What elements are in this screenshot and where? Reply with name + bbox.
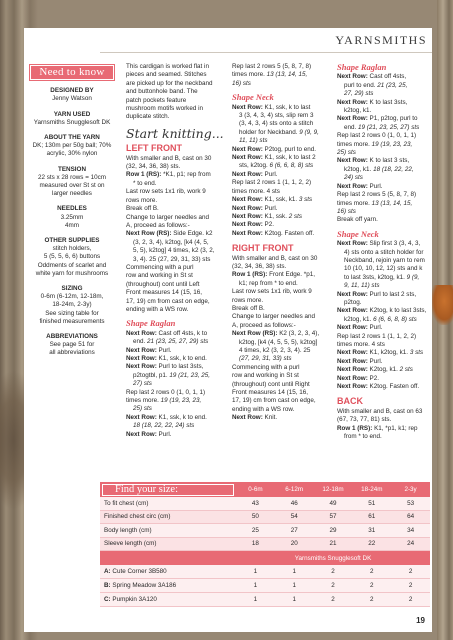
table-cell: 34 xyxy=(407,526,415,534)
c3-neck-rep-1: Rep last 2 rows 1 (1, 1, 2, 2) xyxy=(337,332,417,340)
rf-next-row-c3: (27, 29, 31, 33) sts xyxy=(239,355,292,363)
size-column-header: 6-12m xyxy=(285,486,304,493)
table-cell: 31 xyxy=(368,526,376,534)
c3-row-6: Next Row: Purl. xyxy=(337,182,383,190)
colour-row xyxy=(100,579,430,593)
c3-neck-9: Next Row: P2. xyxy=(337,374,379,382)
text-line: A, proceed as follows:- xyxy=(232,321,296,329)
table-row xyxy=(100,511,430,525)
size-columns xyxy=(236,486,430,493)
text-line: ending with a WS row. xyxy=(126,305,189,313)
shape-neck-heading-2: Shape Neck xyxy=(337,228,379,239)
text-line: Break off B. xyxy=(126,205,159,213)
rep-line-1: Rep last 2 rows 5 (5, 8, 7, 8) xyxy=(232,63,312,70)
colour-row xyxy=(100,565,430,579)
neck-row-1-c1: 3 (3, 4, 3, 4) sts, slip rem 3 xyxy=(239,112,314,120)
need-to-know-title: Need to know xyxy=(30,65,114,80)
back-text-1: With smaller and B, cast on 63 xyxy=(337,407,423,415)
sidebar-text: stitch holders, xyxy=(52,245,92,253)
size-column-header: 18-24m xyxy=(361,486,383,493)
text-line: (32, 34, 36, 38) sts. xyxy=(126,163,181,171)
table-cell: 54 xyxy=(290,513,298,521)
rf-next-row-c1: k2tog, [k4 (4, 5, 5, 5), k2tog] xyxy=(239,338,318,346)
table-cell: 21 xyxy=(329,540,337,548)
text-line: With smaller and B, cast on 30 xyxy=(232,254,318,262)
sidebar-sections xyxy=(30,87,114,357)
colour-row xyxy=(100,593,430,607)
table-row xyxy=(100,524,430,538)
c3-rep-3: 25) sts xyxy=(337,149,356,157)
row1-instruction: Row 1 (RS): *K1, p1; rep from xyxy=(126,171,211,179)
autumn-leaf xyxy=(431,285,453,325)
brand-rule xyxy=(100,52,432,53)
sidebar-text: white yarn for mushrooms xyxy=(35,269,109,277)
sidebar-text: 0-6m (6-12m, 12-18m, xyxy=(40,293,104,301)
text-line: Last row sets 1x1 rib, work 9 xyxy=(232,288,312,296)
table-row xyxy=(100,497,430,511)
table-cell: 1 xyxy=(292,568,296,575)
back-heading: BACK xyxy=(337,396,363,407)
c3-neck-1-c1: 4) sts onto a stitch holder for xyxy=(344,248,424,256)
neck-row-3-cont: sts, k2tog. 6 (6, 6, 8, 8) sts xyxy=(239,162,314,170)
table-cell: 1 xyxy=(292,582,296,589)
right-front-text xyxy=(232,255,330,272)
start-knitting-heading: Start knitting... xyxy=(126,125,224,141)
sidebar-heading: DESIGNED BY xyxy=(50,87,94,95)
c3-neck-3: Next Row: K2tog, k to last 3sts, xyxy=(337,307,427,315)
colour-label xyxy=(100,568,236,575)
neck-row-8: Next Row: K1, ssk. 2 sts xyxy=(232,212,303,220)
table-cell: 51 xyxy=(368,499,376,507)
c3-row-3-cont: end. 19 (21, 23, 25, 27) sts xyxy=(344,123,420,131)
rf-next-row-rs: Next Row (RS): K2 (3, 2, 3, 4), xyxy=(232,330,320,338)
size-table-header xyxy=(100,482,430,497)
colour-letter: B: xyxy=(104,582,111,589)
c3-neck-10: Next Row: K2tog. Fasten off. xyxy=(337,383,420,391)
c3-neck-1-c3: 10 (10, 10, 12, 12) sts and k xyxy=(344,265,423,273)
sidebar-heading: NEEDLES xyxy=(57,205,87,213)
neck-row-3: Next Row: K1, ssk, k to last 2 xyxy=(232,154,316,162)
text-line: duplicate stitch. xyxy=(126,113,170,121)
table-cell: 27 xyxy=(290,526,298,534)
neck-row-1-c3: holder for Neckband. 9 (9, 9, xyxy=(239,128,319,136)
sidebar-heading: ABOUT THE YARN xyxy=(44,134,100,142)
column-1 xyxy=(126,63,224,439)
c3-neck-2: Next Row: Purl to last 2 sts, xyxy=(337,290,417,298)
colour-name: Spring Meadow 3A186 xyxy=(112,582,177,589)
table-row-label: To fit chest (cm) xyxy=(104,499,149,507)
size-column-header: 2-3y xyxy=(404,486,417,493)
text-line: Commencing with a purl xyxy=(232,363,300,371)
right-front-text-2 xyxy=(232,288,330,330)
raglan-row-6-cont: 18 (18, 22, 22, 24) sts xyxy=(133,422,195,430)
sidebar-text: DK; 130m per 50g ball; 70% xyxy=(32,142,112,150)
sidebar-text: Yarnsmiths Snugglesoft DK xyxy=(33,118,111,126)
left-front-text-3 xyxy=(126,264,224,314)
text-line: (throughout) cont until Right xyxy=(232,380,310,388)
sidebar-text: 5 (5, 5, 6, 6) buttons xyxy=(43,253,101,261)
neck-rep-1: Rep last 2 rows 1 (1, 1, 2, 2) xyxy=(232,179,312,187)
table-cell: 2 xyxy=(408,568,413,575)
c3-row-2: Next Row: K to last 3sts, xyxy=(337,98,408,106)
neck-row-4: Next Row: Purl. xyxy=(232,170,278,178)
text-line: 17, 19) cm from cast on edge, xyxy=(126,297,210,305)
sidebar-text: 18-24m, 2-3y) xyxy=(52,301,92,309)
left-front-heading: LEFT FRONT xyxy=(126,143,182,154)
neck-row-10: Next Row: K2tog. Fasten off. xyxy=(232,229,315,237)
table-cell: 29 xyxy=(329,526,337,534)
sidebar-text: larger needles xyxy=(52,190,92,198)
back-text-2: (67, 73, 77, 81) sts. xyxy=(337,416,392,424)
sidebar-heading: YARN USED xyxy=(53,110,91,118)
colour-name: Pumpkin 3A120 xyxy=(112,596,157,603)
text-line: Last row sets 1x1 rib, work 9 xyxy=(126,188,206,196)
left-front-text xyxy=(126,155,224,172)
colour-label xyxy=(100,596,236,603)
raglan-row-1: Next Row: Cast off 4sts, k to xyxy=(126,329,208,337)
text-line: (throughout) cont until Left xyxy=(126,280,200,288)
neck-row-9: Next Row: P2. xyxy=(232,221,274,229)
table-cell: 2 xyxy=(331,568,335,575)
text-line: Change to larger needles and xyxy=(126,213,209,221)
table-cell: 24 xyxy=(407,540,415,548)
table-cell: 2 xyxy=(370,582,374,589)
c3-neck-3-cont: k2tog, k1. 6 (6, 6, 8, 8) sts xyxy=(344,315,417,323)
c3-row-1-cont2: 27, 29) sts xyxy=(344,90,374,98)
c3-neck-1-c2: Neckband, rejoin yarn to rem xyxy=(344,256,425,264)
sidebar-text: acrylic, 30% nylon xyxy=(46,150,98,158)
raglan-row-3: Next Row: K1, ssk, k to end. xyxy=(126,355,207,362)
sidebar-text: Jenny Watson xyxy=(52,95,92,103)
table-cell: 1 xyxy=(253,596,258,603)
raglan-row-4-cont2: 27) sts xyxy=(133,380,152,388)
yarn-row xyxy=(100,551,430,565)
sidebar-heading: OTHER SUPPLIES xyxy=(44,237,100,245)
yarn-row-label: Yarnsmiths Snugglesoft DK xyxy=(294,554,372,562)
neck-rep-2: times more. 4 sts xyxy=(232,187,280,195)
c3-neck-7: Next Row: Purl. xyxy=(337,357,383,365)
row1-continuation: * to end. xyxy=(133,179,157,187)
next-row-rs: Next Row (RS): Side Edge. k2 xyxy=(126,230,213,238)
table-cell: 2 xyxy=(331,596,335,603)
table-cell: 61 xyxy=(368,513,376,521)
c3-neck-6: Next Row: K1, k2tog, k1. 3 sts xyxy=(337,349,424,357)
right-front-heading: RIGHT FRONT xyxy=(232,243,294,254)
c3-row-5-cont: k2tog, k1. 18 (18, 22, 22, xyxy=(344,165,414,173)
raglan-rep-2: times more. 19 (19, 23, 23, xyxy=(126,397,202,405)
shape-raglan-heading: Shape Raglan xyxy=(126,318,176,329)
text-line: row and working in St st xyxy=(126,272,193,280)
raglan-row-1-cont: end. 21 (23, 25, 27, 29) sts xyxy=(133,338,209,346)
table-cell: 22 xyxy=(368,540,376,548)
table-cell: 20 xyxy=(290,540,298,548)
table-cell: 50 xyxy=(251,513,259,521)
text-line: and buttonhole band. The xyxy=(126,88,198,96)
colour-letter: C: xyxy=(104,596,111,603)
size-table xyxy=(100,482,430,607)
sidebar-text: all abbreviations xyxy=(49,349,95,357)
back-row1-cont: from * to end. xyxy=(344,433,382,441)
raglan-row-2: Next Row: Purl. xyxy=(126,346,172,354)
table-cell: 1 xyxy=(292,596,296,603)
table-cell: 1 xyxy=(253,568,258,575)
table-cell: 57 xyxy=(329,513,337,521)
text-line: row and working in St st xyxy=(232,372,299,380)
text-line: Break off B. xyxy=(232,304,265,312)
text-line: Change to larger needles and xyxy=(232,313,315,321)
c3-row-5-cont2: 24) sts xyxy=(344,174,363,182)
neck-row-1: Next Row: K1, ssk, k to last xyxy=(232,103,311,111)
text-line: Front measures 14 (15, 16, xyxy=(232,389,308,397)
back-row1: Row 1 (RS): K1, *p1, k1; rep xyxy=(337,424,418,432)
neck-row-7: Next Row: Purl. xyxy=(232,204,278,212)
shape-neck-heading: Shape Neck xyxy=(232,92,274,103)
text-line: With smaller and B, cast on 30 xyxy=(126,154,212,162)
size-column-header: 12-18m xyxy=(322,486,344,493)
text-line: patch pockets feature xyxy=(126,96,187,104)
c3-neck-8: Next Row: K2tog, k1. 2 sts xyxy=(337,366,413,374)
sidebar-text: Oddments of scarlet and xyxy=(37,261,107,269)
sidebar-heading: SIZING xyxy=(61,285,83,293)
neck-row-2: Next Row: P2tog, purl to end. xyxy=(232,145,317,153)
text-line: This cardigan is worked flat in xyxy=(126,63,209,70)
c3-rep-2: times more. 19 (19, 23, 23, xyxy=(337,140,413,148)
neck-row-6: Next Row: K1, ssk, k1. 3 sts xyxy=(232,196,313,204)
c3-neck-1: Next Row: Slip first 3 (3, 4, 3, xyxy=(337,240,421,248)
raglan-row-4-cont: p2togtbl, p1. 19 (21, 23, 25, xyxy=(133,371,211,379)
table-cell: 1 xyxy=(253,582,258,589)
left-front-text-2 xyxy=(126,188,224,230)
right-front-text-3 xyxy=(232,364,330,414)
c3-rep2-2: times more. 13 (13, 14, 15, xyxy=(337,199,413,207)
table-cell: 18 xyxy=(251,540,259,548)
column-3 xyxy=(337,63,429,441)
text-line: rows more. xyxy=(126,196,158,204)
raglan-rep-3: 25) sts xyxy=(133,405,152,413)
sidebar-text: finished measurements xyxy=(39,317,105,325)
c3-neck-1-c4: to last 3sts, k2tog, k1. 9 (9, xyxy=(344,273,420,281)
table-cell: 25 xyxy=(251,526,259,534)
text-line: ending with a WS row. xyxy=(232,405,295,413)
c3-neck-2-cont: p2tog. xyxy=(344,298,362,306)
intro-text xyxy=(126,63,224,122)
text-line: are picked up for the neckband xyxy=(126,79,213,87)
colour-name: Cute Corner 3B580 xyxy=(112,568,167,575)
c3-row-1: Next Row: Cast off 4sts, xyxy=(337,73,407,81)
colour-rows xyxy=(100,565,430,607)
text-line: (3, 2, 3, 4), k2tog, [k4 (4, 5, xyxy=(133,238,209,246)
page-number: 19 xyxy=(416,616,425,625)
c3-rep2-1: Rep last 2 rows 5 (5, 8, 7, 8) xyxy=(337,191,417,199)
c3-row-5: Next Row: K to last 3 sts, xyxy=(337,157,410,165)
raglan-rep-1: Rep last 2 rows 0 (1, 0, 1, 1) xyxy=(126,388,206,396)
sidebar-heading: TENSION xyxy=(58,165,86,173)
raglan-row-6: Next Row: K1, ssk, k to end. xyxy=(126,413,207,421)
text-line: Commencing with a purl xyxy=(126,263,194,271)
table-cell: 2 xyxy=(370,568,374,575)
table-cell: 2 xyxy=(408,582,413,589)
rf-row1: Row 1 (RS): Front Edge. *p1, xyxy=(232,271,315,279)
rep-line-2: times more. 13 (13, 14, 15, xyxy=(232,71,308,79)
sidebar-text: measured over St st on xyxy=(39,182,105,190)
next-row-rs-cont xyxy=(126,239,224,264)
brand-title: YARNSMITHS xyxy=(335,33,427,47)
c3-row-3: Next Row: P1, p2tog, purl to xyxy=(337,115,418,123)
text-line: Front measures 14 (15, 16, xyxy=(126,289,202,297)
c3-rep2-3: 16) sts xyxy=(337,207,356,215)
table-cell: 2 xyxy=(370,596,374,603)
c3-neck-rep-2: times more. 4 sts xyxy=(337,341,385,348)
need-to-know-sidebar xyxy=(30,65,114,358)
text-line: A, proceed as follows:- xyxy=(126,221,190,229)
sidebar-text: 3.25mm xyxy=(60,213,84,221)
rf-row1-cont: k1; rep from * to end. xyxy=(239,279,298,287)
text-line: pieces and seamed. Stitches xyxy=(126,71,207,79)
table-row-label: Body length (cm) xyxy=(104,526,152,534)
sidebar-text: 22 sts x 28 rows = 10cm xyxy=(37,173,107,181)
text-line: 17, 19) cm from cast on edge, xyxy=(232,397,316,405)
table-row-label: Sleeve length (cm) xyxy=(104,540,157,548)
text-line: 5, 5), k2tog] 4 times, k2 (3, 2, xyxy=(133,247,215,255)
raglan-row-7: Next Row: Purl. xyxy=(126,430,172,438)
table-cell: 43 xyxy=(251,499,259,507)
table-cell: 46 xyxy=(290,499,298,507)
text-line: rows more. xyxy=(232,296,264,304)
c3-neck-4: Next Row: Purl. xyxy=(337,324,383,332)
text-line: mushroom motifs worked in xyxy=(126,105,203,113)
table-row-label: Finished chest circ (cm) xyxy=(104,513,171,521)
size-column-header: 0-6m xyxy=(248,486,263,493)
rf-next-row-c2: 4 times, k2 (3, 2, 3, 4). 25 xyxy=(239,347,311,354)
table-cell: 49 xyxy=(329,499,337,507)
sidebar-text: See page 51 for xyxy=(49,341,95,349)
c3-row-1-cont: purl to end. 21 (23, 25, xyxy=(344,81,408,89)
neck-row-1-c4: 11, 11) sts xyxy=(239,137,268,145)
shape-raglan-heading-2: Shape Raglan xyxy=(337,62,387,72)
sidebar-text: See sizing table for xyxy=(45,309,99,317)
rep-line-3: 16) sts xyxy=(232,79,251,87)
table-cell: 2 xyxy=(408,596,413,603)
table-cell: 2 xyxy=(331,582,335,589)
column-2 xyxy=(232,63,330,423)
raglan-row-4: Next Row: Purl to last 3sts, xyxy=(126,363,204,371)
table-cell: 53 xyxy=(407,499,415,507)
neck-row-1-c2: (3, 4, 3, 4) sts onto a stitch xyxy=(239,120,314,128)
table-row xyxy=(100,538,430,552)
colour-letter: A: xyxy=(104,568,111,575)
size-table-title: Find your size: xyxy=(102,484,234,496)
table-cell: 64 xyxy=(407,513,415,521)
sidebar-heading: ABBREVIATIONS xyxy=(46,333,98,341)
c3-rep-1: Rep last 2 rows 0 (1, 0, 1, 1) xyxy=(337,132,417,140)
text-line: (32, 34, 36, 38) sts. xyxy=(232,262,287,270)
size-rows xyxy=(100,497,430,551)
sidebar-text: 4mm xyxy=(65,221,79,229)
c3-neck-1-c5: 9, 11, 11) sts xyxy=(344,282,380,290)
text-line: 3, 4). 25 (27, 29, 31, 33) sts xyxy=(133,255,211,263)
c3-row-2-cont: k2tog, k1. xyxy=(344,107,372,115)
rf-last-row: Next Row: Knit. xyxy=(232,414,278,422)
colour-label xyxy=(100,582,236,589)
c3-break: Break off yarn. xyxy=(337,216,378,224)
